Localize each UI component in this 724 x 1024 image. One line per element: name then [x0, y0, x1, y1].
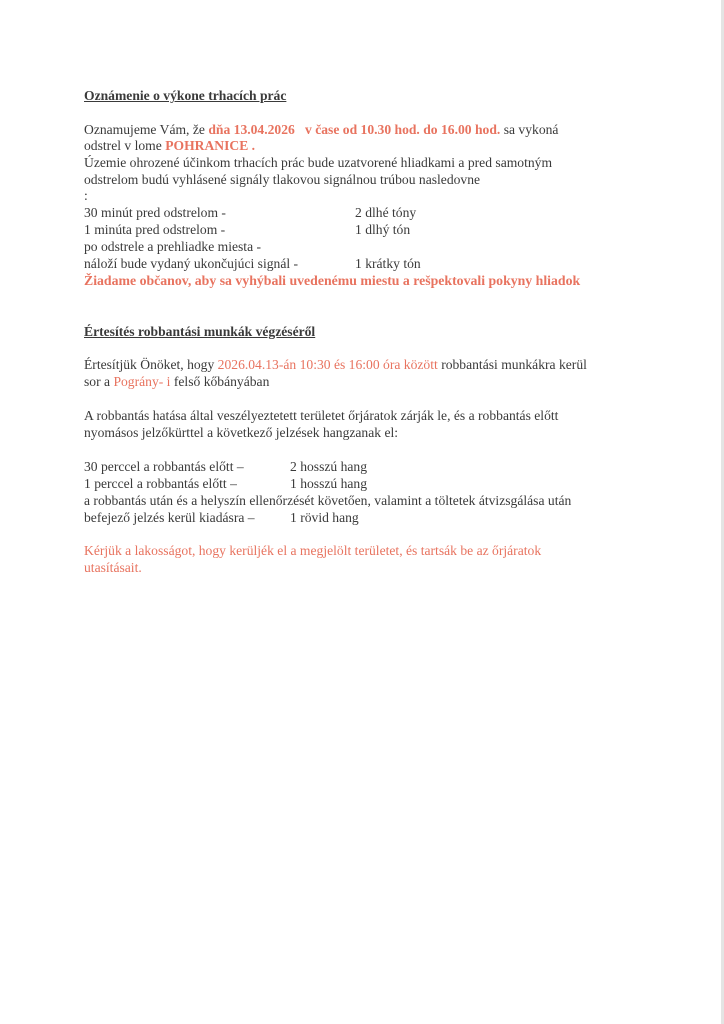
hu-text: Értesítjük Önöket, hogy: [84, 357, 215, 372]
sk-intro-text-end: sa vykoná: [503, 122, 559, 137]
hu-signal-value: 1 rövid hang: [290, 510, 359, 525]
sk-paragraph-line-4: odstrelom budú vyhlásené signály tlakovou signálnou trúbou nasledovne: [84, 172, 481, 187]
hu-paragraph-line-1: [84, 357, 587, 373]
hu-request-line-2: utasításait.: [84, 560, 142, 575]
sk-time: v čase od 10.30 hod. do 16.00 hod.: [305, 122, 501, 137]
sk-signal-label: 30 minút pred odstrelom -: [84, 205, 226, 220]
hu-signal-value: 1 hosszú hang: [290, 476, 368, 491]
hu-paragraph-line-3: A robbantás hatása által veszélyeztetett területet őrjáratok zárják le, és a robbantás előtt: [84, 408, 559, 423]
hu-signal-label: 1 perccel a robbantás előtt –: [84, 476, 237, 491]
sk-signal-value: 2 dlhé tóny: [355, 205, 417, 220]
sk-paragraph-line-1: [84, 122, 558, 138]
sk-heading: Oznámenie o výkone trhacích prác: [84, 88, 287, 103]
sk-text: odstrel v lome: [84, 138, 162, 153]
sk-signal-value: 1 krátky tón: [355, 256, 421, 271]
hu-signal-label: 30 perccel a robbantás előtt –: [84, 459, 244, 474]
hu-paragraph-line-2: [84, 374, 269, 390]
sk-paragraph-line-3: Územie ohrozené účinkom trhacích prác bude uzatvorené hliadkami a pred samotným: [84, 155, 553, 170]
sk-signal-label: 1 minúta pred odstrelom -: [84, 222, 226, 237]
sk-signal-value: 1 dlhý tón: [355, 222, 411, 237]
sk-request: Žiadame občanov, aby sa vyhýbali uvedenému miestu a rešpektovali pokyny hliadok: [84, 273, 581, 288]
hu-text: sor a: [84, 374, 111, 389]
hu-signal-label: befejező jelzés kerül kiadásra –: [84, 510, 255, 525]
hu-request-line-1: Kérjük a lakosságot, hogy kerüljék el a megjelölt területet, és tartsák be az őrjáratok: [84, 543, 542, 558]
hu-heading: Értesítés robbantási munkák végzéséről: [84, 324, 316, 339]
sk-intro-text: Oznamujeme Vám, že: [84, 122, 205, 137]
hu-signal-value: 2 hosszú hang: [290, 459, 368, 474]
hu-paragraph-line-5: a robbantás után és a helyszín ellenőrzését követően, valamint a töltetek átvizsgálása után: [84, 493, 572, 508]
sk-signal-label: po odstrele a prehliadke miesta -: [84, 239, 262, 254]
sk-place: POHRANICE .: [165, 138, 256, 153]
sk-date: dňa 13.04.2026: [208, 122, 295, 137]
hu-text: felső kőbányában: [173, 374, 270, 389]
hu-place: Pográny- i: [113, 374, 171, 389]
sk-signal-label: náloží bude vydaný ukončujúci signál -: [84, 256, 299, 271]
hu-text: robbantási munkákra kerül: [441, 357, 587, 372]
hu-paragraph-line-4: nyomásos jelzőkürttel a következő jelzések hangzanak el:: [84, 425, 399, 440]
sk-paragraph-line-5: :: [84, 188, 88, 203]
sk-paragraph-line-2: [84, 138, 255, 154]
hu-date: 2026.04.13-án 10:30 és 16:00 óra között: [217, 357, 438, 372]
